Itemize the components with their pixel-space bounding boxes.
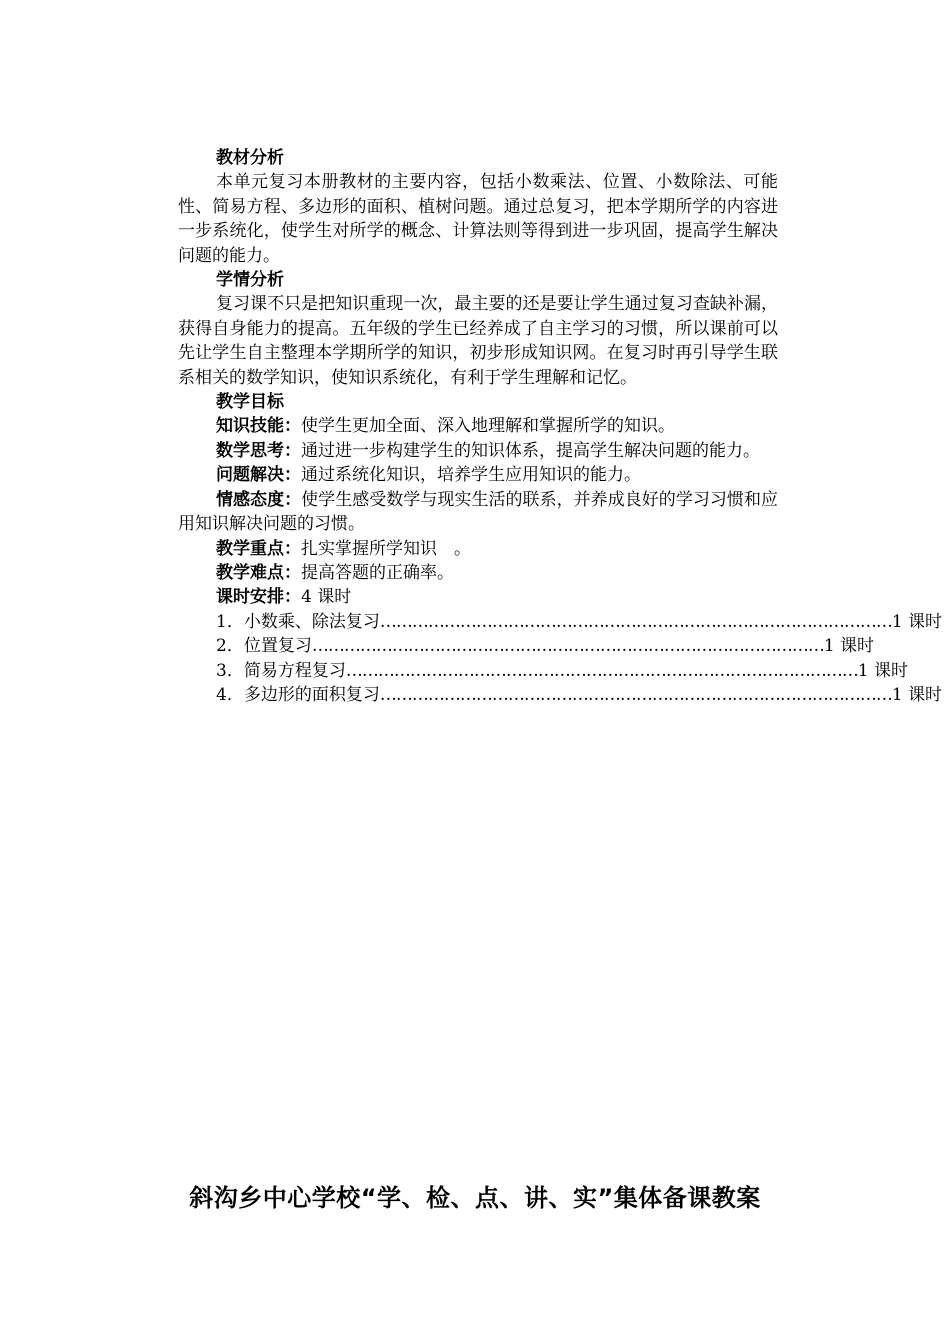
- goal-thinking: [178, 439, 778, 463]
- lesson-plan-body: [178, 146, 943, 707]
- schedule-row-number: 3．: [216, 660, 244, 681]
- goal-label: 数学思考：: [216, 440, 301, 461]
- schedule-row-number: 4．: [216, 684, 244, 705]
- schedule-row-number: 2．: [216, 636, 244, 657]
- schedule-row: [178, 610, 943, 634]
- schedule-row-topic: 位置复习: [243, 636, 312, 657]
- difficulty-text: 提高答题的正确率。: [301, 562, 454, 583]
- goal-text: 使学生感受数学与现实生活的联系，并养成良好的学习习惯和应用知识解决问题的习惯。: [178, 489, 778, 535]
- leader-dots: ……………………………………………………………………………………: [345, 660, 858, 681]
- section-heading-goals: 教学目标: [216, 392, 284, 413]
- goal-text: 通过系统化知识，培养学生应用知识的能力。: [301, 465, 641, 486]
- schedule-row-topic: 小数乘、除法复习: [243, 611, 380, 632]
- goal-problem-solving: [178, 463, 778, 487]
- schedule-row-topic: 简易方程复习: [243, 660, 346, 681]
- goal-text: 使学生更加全面、深入地理解和掌握所学的知识。: [301, 416, 675, 437]
- schedule-total: 4 课时: [301, 587, 352, 608]
- key-point-label: 教学重点：: [216, 538, 301, 559]
- schedule-row-hours: 1 课时: [823, 636, 875, 657]
- key-point-text: 扎实掌握所学知识 。: [301, 538, 471, 559]
- difficulty-point: [178, 561, 778, 585]
- goal-label: 问题解决：: [216, 465, 301, 486]
- schedule-label: 课时安排：: [216, 587, 301, 608]
- student-analysis-text: 复习课不只是把知识重现一次，最主要的还是要让学生通过复习查缺补漏，获得自身能力的提高。五年级的学生已经养成了自主学习的习惯，所以课前可以先让学生自主整理本学期所学的知识，初步形成知识网。在复习时再引导学生联系相关的数学知识，使知识系统化，有利于学生理解和记忆。: [178, 294, 778, 388]
- schedule-row: [178, 683, 943, 707]
- section-heading-students: 学情分析: [216, 270, 284, 291]
- schedule-row: [178, 659, 909, 683]
- schedule-row: [178, 634, 875, 658]
- difficulty-label: 教学难点：: [216, 562, 301, 583]
- section-heading-material: 教材分析: [216, 148, 284, 168]
- goal-attitude: [178, 488, 778, 537]
- goal-text: 通过进一步构建学生的知识体系，提高学生解决问题的能力。: [301, 440, 760, 461]
- schedule-row-number: 1．: [216, 611, 244, 632]
- goal-knowledge: [178, 414, 778, 438]
- leader-dots: ……………………………………………………………………………………: [379, 684, 892, 705]
- schedule-row-hours: 1 课时: [891, 611, 943, 632]
- school-footer-title: 斜沟乡中心学校“学、检、点、讲、实”集体备课教案: [189, 1184, 761, 1212]
- goal-label: 情感态度：: [216, 489, 302, 510]
- schedule-row-hours: 1 课时: [857, 660, 909, 681]
- schedule-summary: [178, 585, 778, 609]
- leader-dots: ……………………………………………………………………………………: [379, 611, 892, 632]
- leader-dots: ……………………………………………………………………………………: [311, 636, 824, 657]
- schedule-row-topic: 多边形的面积复习: [243, 684, 380, 705]
- key-point: [178, 537, 778, 561]
- goal-label: 知识技能：: [216, 416, 301, 437]
- material-analysis-text: 本单元复习本册教材的主要内容，包括小数乘法、位置、小数除法、可能性、简易方程、多边形的面积、植树问题。通过总复习，把本学期所学的内容进一步系统化，使学生对所学的概念、计算法则等得到进一步巩固，提高学生解决问题的能力。: [178, 172, 778, 266]
- schedule-row-hours: 1 课时: [891, 684, 943, 705]
